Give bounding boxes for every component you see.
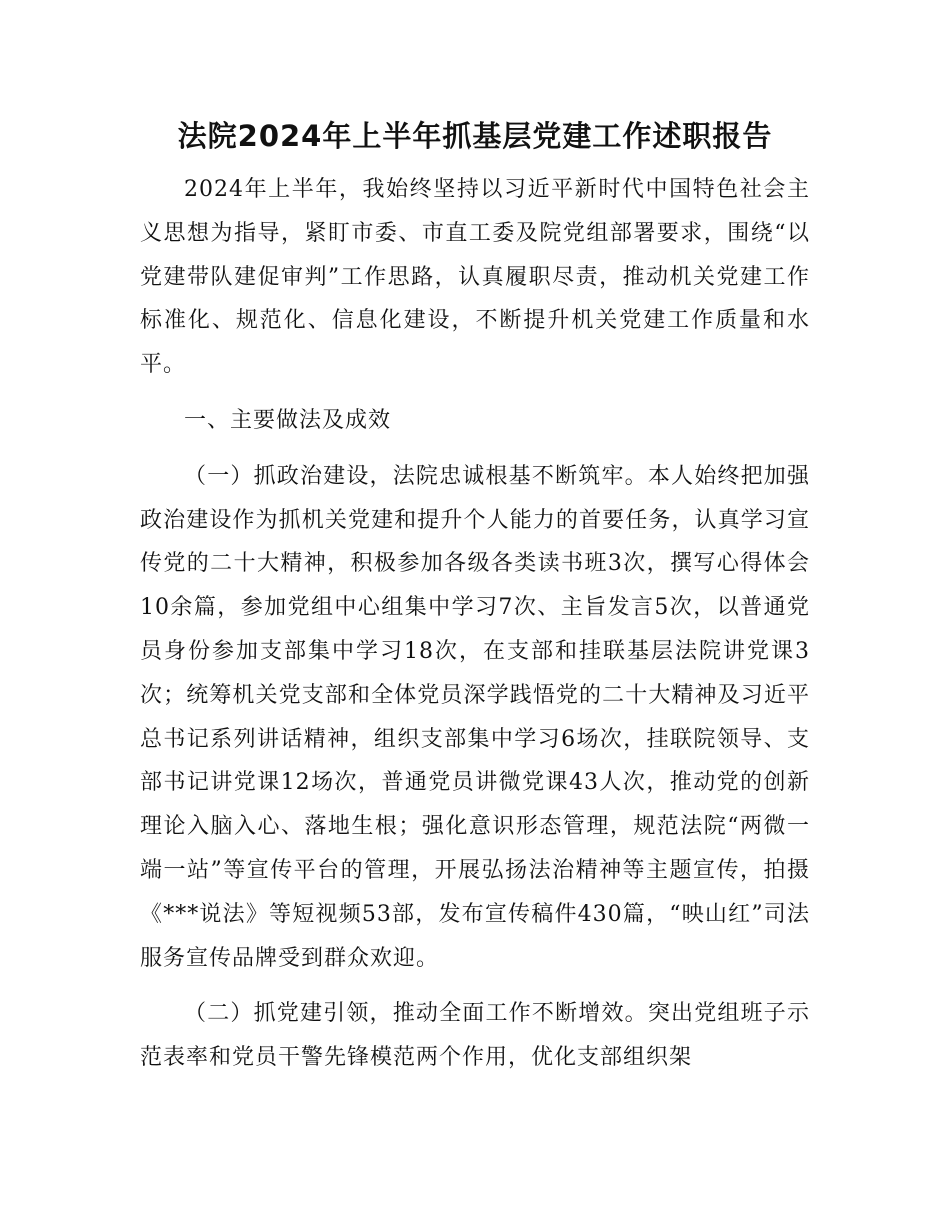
paragraph-party-leadership: （二）抓党建引领，推动全面工作不断增效。突出党组班子示范表率和党员干警先锋模范两个作用，优化支部组织架	[140, 1001, 810, 1071]
document-title: 法院2024年上半年抓基层党建工作述职报告	[177, 119, 773, 153]
paragraph-political-building: （一）抓政治建设，法院忠诚根基不断筑牢。本人始终把加强政治建设作为抓机关党建和提升个人能力的首要任务，认真学习宣传党的二十大精神，积极参加各级各类读书班3次，撰写心得体会10余篇，参加党组中心组集中学习7次、主旨发言5次，以普通党员身份参加支部集中学习18次，在支部和挂联基层法院讲党课3次；统筹机关党支部和全体党员深学践悟党的二十大精神及习近平总书记系列讲话精神，组织支部集中学习6场次，挂联院领导、支部书记讲党课12场次，普通党员讲微党课43人次，推动党的创新理论入脑入心、落地生根；强化意识形态管理，规范法院“两微一端一站”等宣传平台的管理，开展弘扬法治精神等主题宣传，拍摄《***说法》等短视频53部，发布宣传稿件430篇，“映山红”司法服务宣传品牌受到群众欢迎。	[140, 463, 810, 971]
section-heading-main-practices: 一、主要做法及成效	[184, 407, 392, 433]
intro-paragraph: 2024年上半年，我始终坚持以习近平新时代中国特色社会主义思想为指导，紧盯市委、市直工委及院党组部署要求，围绕“以党建带队建促审判”工作思路，认真履职尽责，推动机关党建工作标准化、规范化、信息化建设，不断提升机关党建工作质量和水平。	[140, 177, 810, 378]
